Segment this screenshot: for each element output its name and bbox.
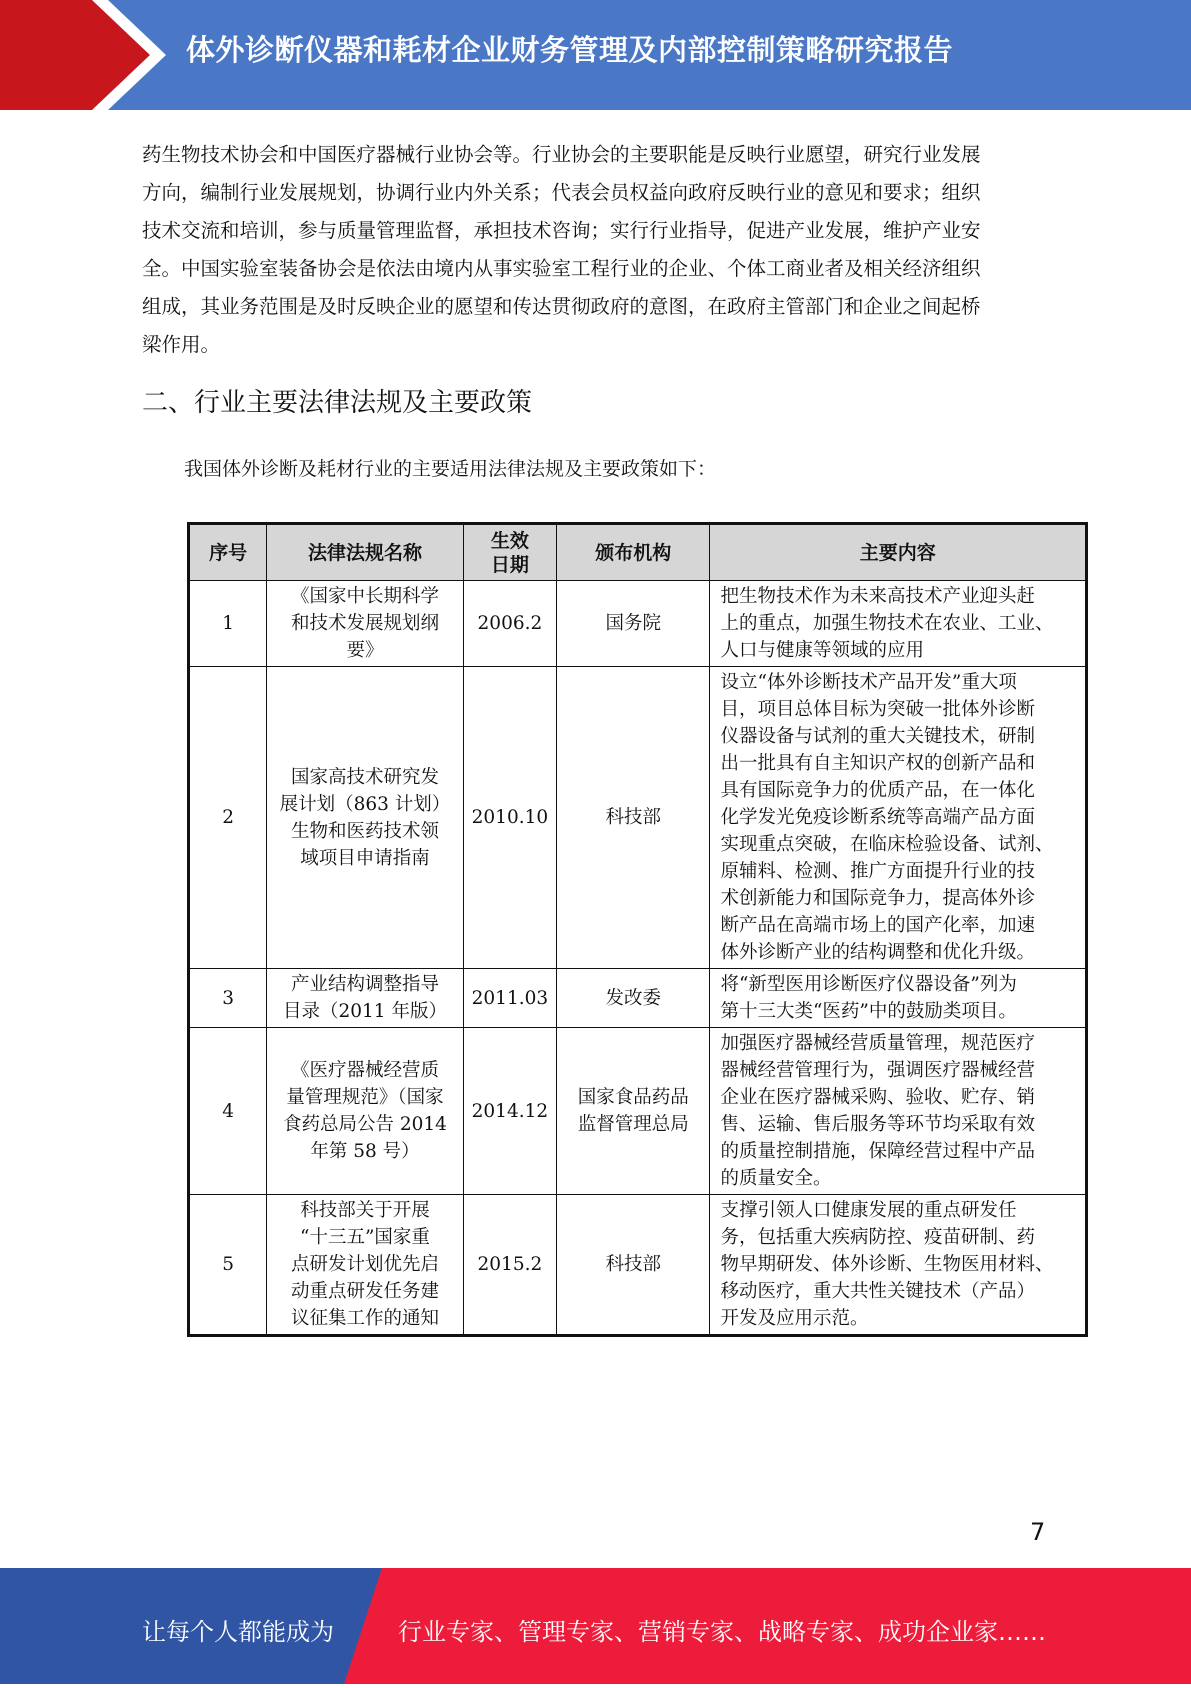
cell-content-line: 加强医疗器械经营质量管理，规范医疗 xyxy=(720,1033,1035,1054)
cell-name-line: 《国家中长期科学 xyxy=(290,586,439,607)
cell-content-line: 化学发光免疫诊断系统等高端产品方面 xyxy=(720,807,1035,828)
cell-agency-line: 国务院 xyxy=(605,613,662,634)
table-row xyxy=(189,581,1087,667)
header-banner xyxy=(0,0,1191,110)
cell-content-line: 企业在医疗器械采购、验收、贮存、销 xyxy=(720,1087,1035,1108)
footer-slogan-right: 行业专家、管理专家、营销专家、战略专家、成功企业家…… xyxy=(398,1618,1046,1646)
table-row xyxy=(189,1195,1087,1336)
cell-agency-line: 监督管理总局 xyxy=(577,1114,689,1135)
section-heading: 二、行业主要法律法规及主要政策 xyxy=(142,388,533,418)
col-header-agency: 颁布机构 xyxy=(557,524,710,581)
cell-name-line: 量管理规范》（国家 xyxy=(286,1087,444,1108)
cell-content-line: 原辅料、检测、推广方面提升行业的技 xyxy=(720,861,1035,882)
cell-agency-line: 科技部 xyxy=(605,807,662,828)
cell-content xyxy=(710,1028,1087,1195)
cell-content xyxy=(710,667,1087,969)
col-header-date xyxy=(463,524,557,581)
cell-agency-line: 科技部 xyxy=(605,1254,662,1275)
cell-content-line: 开发及应用示范。 xyxy=(720,1308,869,1329)
intro-line: 组成，其业务范围是及时反映企业的愿望和传达贯彻政府的意图，在政府主管部门和企业之间起桥 xyxy=(142,295,981,318)
col-header-name: 法律法规名称 xyxy=(267,524,463,581)
cell-no: 4 xyxy=(189,1028,267,1195)
cell-name-line: “十三五”国家重 xyxy=(300,1227,430,1248)
intro-line: 全。中国实验室装备协会是依法由境内从事实验室工程行业的企业、个体工商业者及相关经济组织 xyxy=(142,257,981,280)
cell-content-line: 把生物技术作为未来高技术产业迎头赶 xyxy=(720,586,1035,607)
cell-name xyxy=(267,1028,463,1195)
cell-agency xyxy=(557,969,710,1028)
intro-line: 药生物技术协会和中国医疗器械行业协会等。行业协会的主要职能是反映行业愿望，研究行业发展 xyxy=(142,143,981,166)
cell-no: 1 xyxy=(189,581,267,667)
cell-content-line: 售、运输、售后服务等环节均采取有效 xyxy=(720,1114,1035,1135)
footer-slogan-left: 让每个人都能成为 xyxy=(142,1618,334,1646)
table-header-row xyxy=(189,524,1087,581)
table-row xyxy=(189,969,1087,1028)
cell-content-line: 设立“体外诊断技术产品开发”重大项 xyxy=(720,672,1017,693)
cell-content-line: 目，项目总体目标为突破一批体外诊断 xyxy=(720,699,1035,720)
cell-name-line: 要》 xyxy=(346,640,384,661)
cell-content-line: 断产品在高端市场上的国产化率，加速 xyxy=(720,915,1035,936)
cell-content-line: 的质量控制措施，保障经营过程中产品 xyxy=(720,1141,1035,1162)
cell-content xyxy=(710,969,1087,1028)
cell-content-line: 器械经营管理行为，强调医疗器械经营 xyxy=(720,1060,1035,1081)
cell-name-line: 动重点研发任务建 xyxy=(290,1281,439,1302)
cell-agency xyxy=(557,667,710,969)
col-header-date-line: 日期 xyxy=(490,553,529,576)
cell-agency xyxy=(557,581,710,667)
cell-content xyxy=(710,1195,1087,1336)
col-header-date-line: 生效 xyxy=(490,529,529,552)
table-row xyxy=(189,1028,1087,1195)
cell-date: 2015.2 xyxy=(463,1195,557,1336)
cell-content-line: 体外诊断产业的结构调整和优化升级。 xyxy=(720,942,1035,963)
cell-content-line: 物早期研发、体外诊断、生物医用材料、 xyxy=(720,1254,1054,1275)
report-title: 体外诊断仪器和耗材企业财务管理及内部控制策略研究报告 xyxy=(186,33,954,67)
cell-agency-line: 发改委 xyxy=(605,987,662,1009)
cell-name-line: 年第 58 号） xyxy=(310,1141,420,1162)
cell-name-line: 生物和医药技术领 xyxy=(290,820,439,842)
cell-content-line: 将“新型医用诊断医疗仪器设备”列为 xyxy=(720,974,1017,995)
cell-name-line: 目录（2011 年版） xyxy=(282,1001,447,1022)
intro-line: 梁作用。 xyxy=(142,333,221,356)
cell-name-line: 产业结构调整指导 xyxy=(290,974,439,995)
cell-date: 2006.2 xyxy=(463,581,557,667)
cell-content-line: 的质量安全。 xyxy=(720,1168,832,1189)
cell-date: 2014.12 xyxy=(463,1028,557,1195)
cell-name xyxy=(267,1195,463,1336)
cell-name-line: 展计划（863 计划） xyxy=(279,793,451,815)
cell-name-line: 域项目申请指南 xyxy=(300,847,430,869)
col-header-content: 主要内容 xyxy=(710,524,1087,581)
intro-paragraph xyxy=(142,136,1052,364)
cell-content-line: 实现重点突破，在临床检验设备、试剂、 xyxy=(720,834,1054,855)
cell-content-line: 务，包括重大疾病防控、疫苗研制、药 xyxy=(720,1227,1035,1248)
cell-content-line: 出一批具有自主知识产权的创新产品和 xyxy=(720,753,1035,774)
cell-content-line: 具有国际竞争力的优质产品，在一体化 xyxy=(720,780,1035,801)
cell-content-line: 上的重点，加强生物技术在农业、工业、 xyxy=(720,613,1054,634)
cell-date: 2011.03 xyxy=(463,969,557,1028)
cell-content-line: 支撑引领人口健康发展的重点研发任 xyxy=(720,1200,1017,1221)
cell-name-line: 议征集工作的通知 xyxy=(290,1308,439,1329)
cell-no: 2 xyxy=(189,667,267,969)
cell-content-line: 术创新能力和国际竞争力，提高体外诊 xyxy=(720,888,1035,909)
page-number: 7 xyxy=(1030,1518,1046,1546)
cell-name-line: 国家高技术研究发 xyxy=(290,766,439,788)
cell-date: 2010.10 xyxy=(463,667,557,969)
cell-content xyxy=(710,581,1087,667)
intro-line: 技术交流和培训，参与质量管理监督，承担技术咨询；实行行业指导，促进产业发展，维护产业安 xyxy=(142,219,981,242)
cell-name-line: 科技部关于开展 xyxy=(300,1200,430,1221)
cell-name-line: 点研发计划优先启 xyxy=(290,1254,439,1275)
cell-content-line: 仪器设备与试剂的重大关键技术，研制 xyxy=(720,726,1035,747)
cell-name xyxy=(267,667,463,969)
cell-content-line: 移动医疗，重大共性关键技术（产品） xyxy=(720,1281,1035,1302)
cell-name-line: 《医疗器械经营质 xyxy=(290,1060,439,1081)
intro-line: 方向，编制行业发展规划，协调行业内外关系；代表会员权益向政府反映行业的意见和要求；组织 xyxy=(142,181,981,204)
cell-content-line: 人口与健康等领域的应用 xyxy=(720,640,924,661)
cell-name xyxy=(267,581,463,667)
section-lead: 我国体外诊断及耗材行业的主要适用法律法规及主要政策如下： xyxy=(184,458,717,480)
laws-table xyxy=(187,522,1088,1337)
cell-no: 3 xyxy=(189,969,267,1028)
cell-agency xyxy=(557,1028,710,1195)
cell-no: 5 xyxy=(189,1195,267,1336)
cell-agency xyxy=(557,1195,710,1336)
cell-agency-line: 国家食品药品 xyxy=(577,1087,689,1108)
cell-content-line: 第十三大类“医药”中的鼓励类项目。 xyxy=(720,1001,1017,1022)
col-header-no: 序号 xyxy=(189,524,267,581)
table-row xyxy=(189,667,1087,969)
cell-name-line: 食药总局公告 2014 xyxy=(282,1114,447,1135)
cell-name xyxy=(267,969,463,1028)
cell-name-line: 和技术发展规划纲 xyxy=(290,613,439,634)
